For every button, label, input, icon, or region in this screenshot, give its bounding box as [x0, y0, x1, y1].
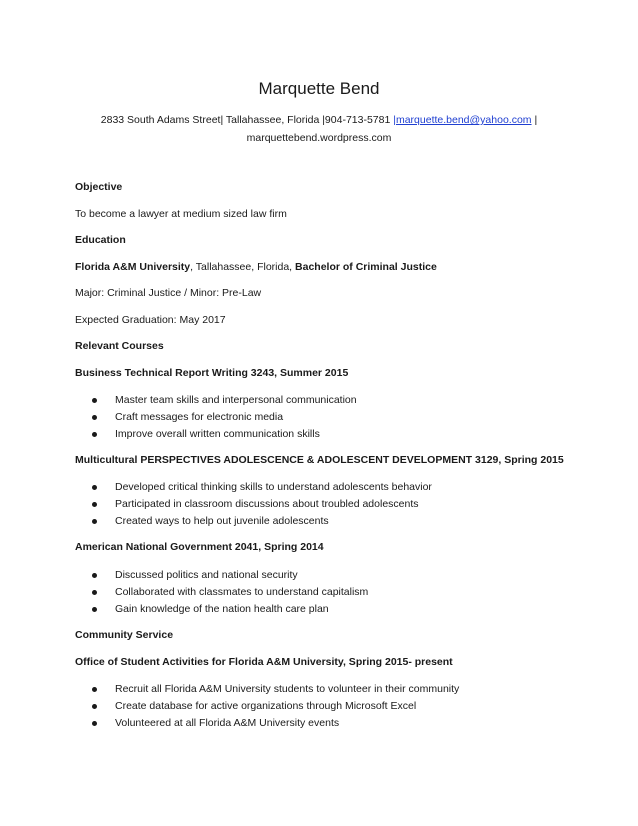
- list-item: [75, 715, 459, 732]
- website-text: marquettebend.wordpress.com: [246, 132, 392, 144]
- community-service-heading: Community Service: [75, 629, 174, 641]
- bullet-text: Gain knowledge of the nation health care plan: [115, 603, 329, 615]
- community-role-title: Office of Student Activities for Florida A&M University, Spring 2015- present: [75, 656, 453, 668]
- course-title: Business Technical Report Writing 3243, Summer 2015: [75, 367, 349, 379]
- education-heading: Education: [75, 234, 126, 246]
- list-item: [75, 479, 432, 496]
- bullet-text: Created ways to help out juvenile adolescents: [115, 515, 329, 527]
- bullet-icon: [92, 502, 97, 507]
- bullet-icon: [92, 590, 97, 595]
- relevant-courses-heading: Relevant Courses: [75, 340, 164, 352]
- course-bullet-list: [75, 479, 432, 530]
- bullet-icon: [92, 607, 97, 612]
- degree-name: Bachelor of Criminal Justice: [295, 261, 437, 273]
- list-item: [75, 513, 432, 530]
- list-item: [75, 681, 459, 698]
- applicant-name: Marquette Bend: [258, 79, 380, 98]
- list-item: [75, 584, 368, 601]
- contact-address-phone: 2833 South Adams Street| Tallahassee, Florida |904-713-5781: [100, 114, 394, 126]
- bullet-text: Developed critical thinking skills to understand adolescents behavior: [115, 481, 432, 493]
- bullet-icon: [92, 721, 97, 726]
- bullet-text: Collaborated with classmates to understand capitalism: [115, 586, 369, 598]
- bullet-icon: [92, 704, 97, 709]
- course-bullet-list: [75, 567, 368, 618]
- school-location: , Tallahassee, Florida,: [190, 261, 296, 273]
- community-bullet-list: [75, 681, 459, 732]
- list-item: [75, 426, 357, 443]
- objective-heading: Objective: [75, 181, 123, 193]
- list-item: [75, 698, 459, 715]
- course-bullet-list: [75, 392, 357, 443]
- list-item: [75, 409, 357, 426]
- bullet-icon: [92, 519, 97, 524]
- bullet-icon: [92, 398, 97, 403]
- bullet-icon: [92, 415, 97, 420]
- bullet-text: Participated in classroom discussions about troubled adolescents: [115, 498, 419, 510]
- bullet-icon: [92, 485, 97, 490]
- list-item: [75, 601, 368, 618]
- education-school-line: [75, 261, 437, 273]
- bullet-icon: [92, 687, 97, 692]
- expected-graduation: Expected Graduation: May 2017: [75, 314, 226, 326]
- email-link[interactable]: |marquette.bend@yahoo.com: [393, 114, 532, 126]
- bullet-text: Recruit all Florida A&M University students to volunteer in their community: [115, 683, 460, 695]
- school-name: Florida A&M University: [75, 261, 191, 273]
- bullet-icon: [92, 432, 97, 437]
- course-title: American National Government 2041, Spring 2014: [75, 541, 324, 553]
- list-item: [75, 496, 432, 513]
- bullet-text: Craft messages for electronic media: [115, 411, 284, 423]
- bullet-text: Improve overall written communication skills: [115, 428, 320, 440]
- list-item: [75, 567, 368, 584]
- bullet-text: Create database for active organizations through Microsoft Excel: [115, 700, 417, 712]
- contact-block: [60, 111, 578, 147]
- bullet-text: Discussed politics and national security: [115, 569, 298, 581]
- contact-separator: |: [531, 114, 538, 126]
- bullet-icon: [92, 573, 97, 578]
- major-minor: Major: Criminal Justice / Minor: Pre-Law: [75, 287, 262, 299]
- course-title: Multicultural PERSPECTIVES ADOLESCENCE & ADOLESCENT DEVELOPMENT 3129, Spring 2015: [75, 454, 564, 466]
- objective-text: To become a lawyer at medium sized law firm: [75, 208, 287, 220]
- bullet-text: Volunteered at all Florida A&M University events: [115, 717, 340, 729]
- bullet-text: Master team skills and interpersonal communication: [115, 394, 357, 406]
- list-item: [75, 392, 357, 409]
